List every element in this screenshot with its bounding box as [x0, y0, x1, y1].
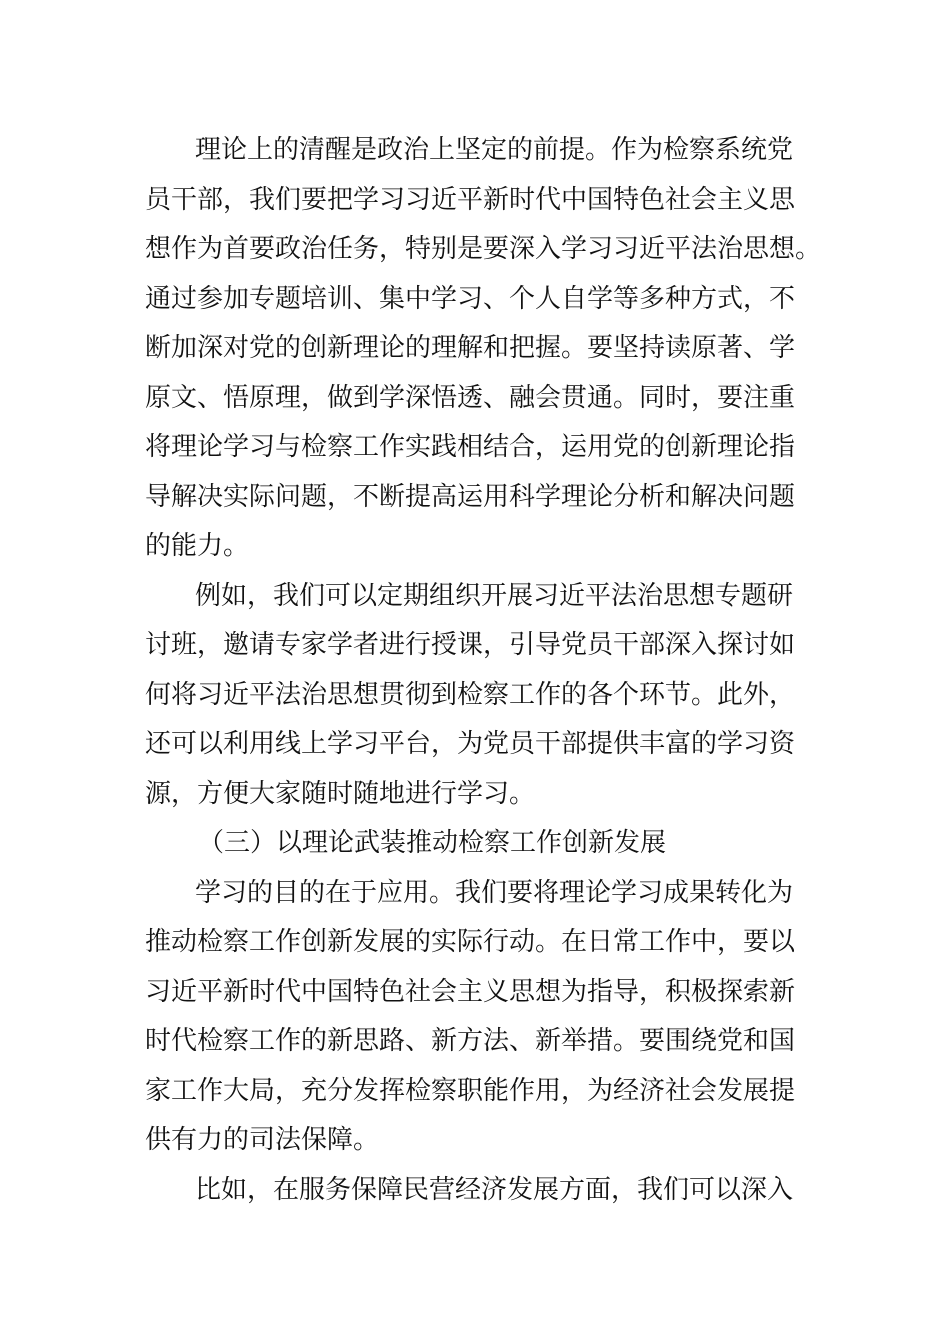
- paragraph-1-line-1: 理论上的清醒是政治上坚定的前提。作为检察系统党: [195, 135, 794, 165]
- paragraph-1-line-4: 通过参加专题培训、集中学习、个人自学等多种方式，不: [145, 284, 796, 314]
- paragraph-3-line-3: 习近平新时代中国特色社会主义思想为指导，积极探索新: [145, 977, 796, 1007]
- paragraph-1-line-2: 员干部，我们要把学习习近平新时代中国特色社会主义思: [145, 185, 796, 215]
- paragraph-2-line-2: 讨班，邀请专家学者进行授课，引导党员干部深入探讨如: [145, 630, 796, 660]
- paragraph-1-line-7: 将理论学习与检察工作实践相结合，运用党的创新理论指: [145, 432, 796, 462]
- paragraph-4-line-1: 比如，在服务保障民营经济发展方面，我们可以深入: [195, 1175, 794, 1205]
- paragraph-3-line-1: 学习的目的在于应用。我们要将理论学习成果转化为: [195, 878, 794, 908]
- paragraph-3-line-6: 供有力的司法保障。: [145, 1125, 380, 1155]
- paragraph-2-line-4: 还可以利用线上学习平台，为党员干部提供丰富的学习资: [145, 729, 796, 759]
- paragraph-1-line-5: 断加深对党的创新理论的理解和把握。要坚持读原著、学: [145, 333, 796, 363]
- paragraph-3-line-4: 时代检察工作的新思路、新方法、新举措。要围绕党和国: [145, 1026, 796, 1056]
- paragraph-1-line-3: 想作为首要政治任务，特别是要深入学习习近平法治思想。: [145, 234, 822, 264]
- paragraph-1-line-6: 原文、悟原理，做到学深悟透、融会贯通。同时，要注重: [145, 383, 796, 413]
- paragraph-2-line-1: 例如，我们可以定期组织开展习近平法治思想专题研: [195, 581, 794, 611]
- paragraph-1-line-9: 的能力。: [145, 531, 250, 561]
- paragraph-1-line-8: 导解决实际问题，不断提高运用科学理论分析和解决问题: [145, 482, 796, 512]
- paragraph-2-line-5: 源，方便大家随时随地进行学习。: [145, 779, 536, 809]
- paragraph-2-line-3: 何将习近平法治思想贯彻到检察工作的各个环节。此外，: [145, 680, 796, 710]
- paragraph-3-line-5: 家工作大局，充分发挥检察职能作用，为经济社会发展提: [145, 1076, 796, 1106]
- section-heading: （三）以理论武装推动检察工作创新发展: [198, 828, 667, 858]
- paragraph-3-line-2: 推动检察工作创新发展的实际行动。在日常工作中，要以: [145, 927, 796, 957]
